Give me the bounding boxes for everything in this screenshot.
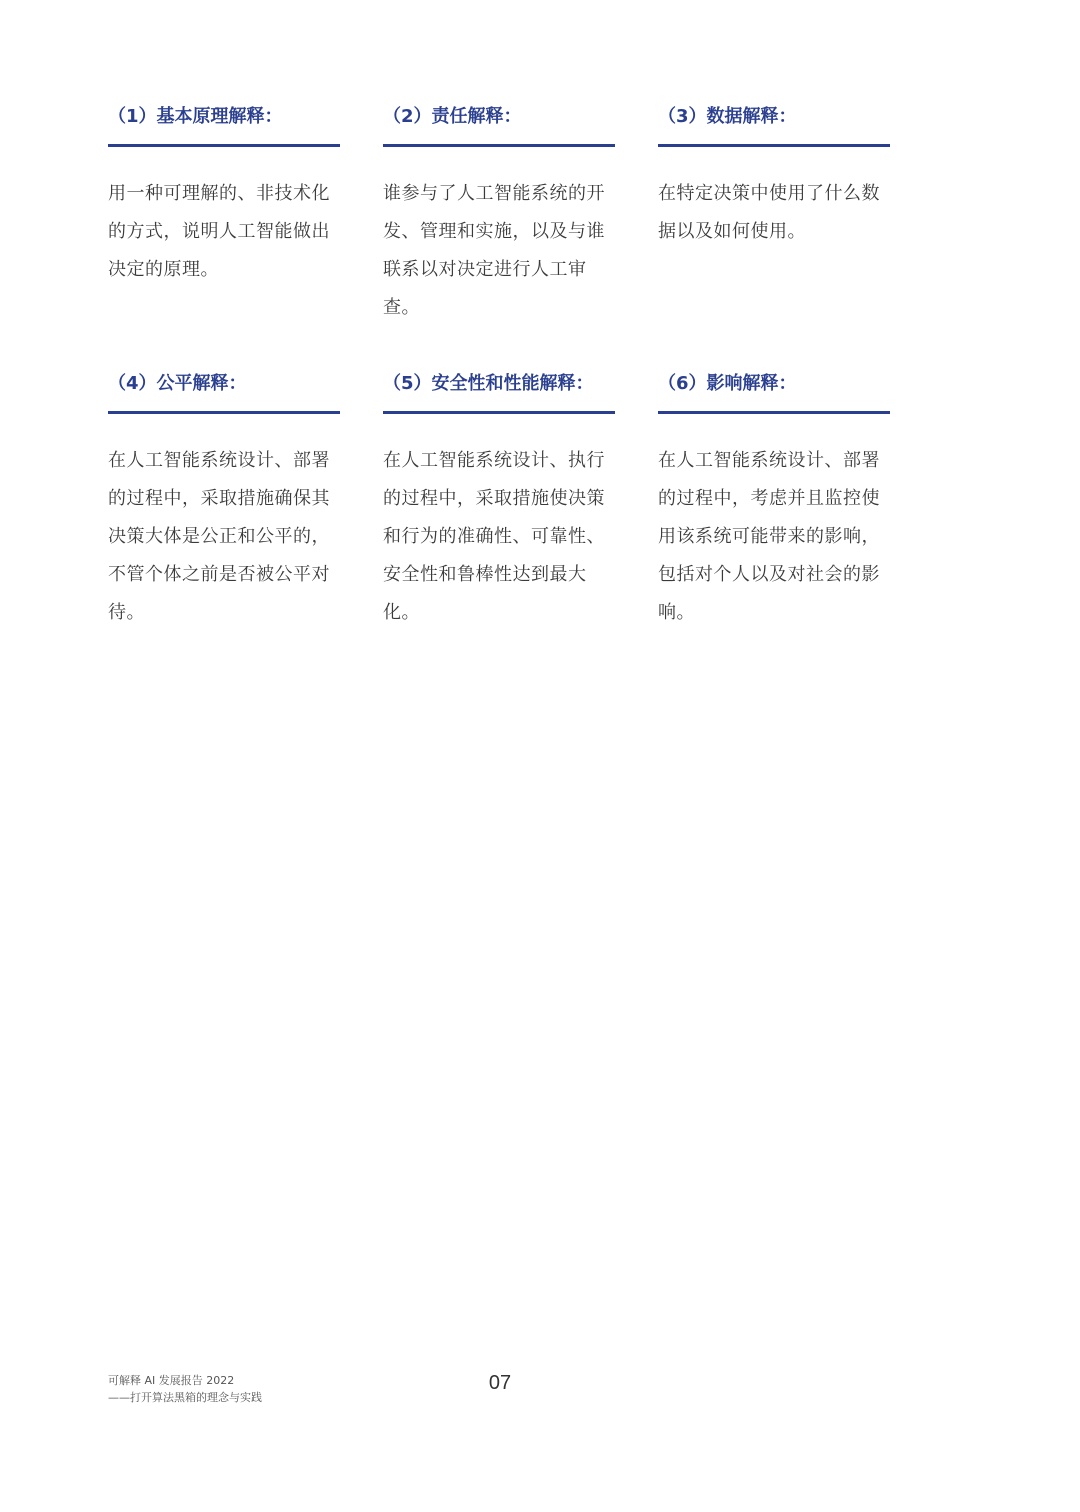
- title-underline: [108, 144, 340, 147]
- explanation-card-impact: [658, 367, 890, 634]
- explanation-card-data: [658, 100, 890, 367]
- card-title: （1）基本原理解释：: [108, 106, 283, 127]
- explanation-row-1: [108, 100, 908, 367]
- title-underline: [658, 144, 890, 147]
- card-body: 用一种可理解的、非技术化的方式，说明人工智能做出决定的原理。: [108, 183, 330, 280]
- title-underline: [383, 411, 615, 414]
- explanation-card-safety-performance: [383, 367, 615, 634]
- footer-report-info: [108, 1372, 262, 1406]
- explanation-card-responsibility: [383, 100, 615, 367]
- explanation-grid: [108, 100, 908, 634]
- card-body: 在人工智能系统设计、执行的过程中，采取措施使决策和行为的准确性、可靠性、安全性和鲁棒性达到最大化。: [383, 450, 605, 623]
- title-underline: [383, 144, 615, 147]
- explanation-row-2: [108, 367, 908, 634]
- title-underline: [658, 411, 890, 414]
- card-title: （2）责任解释：: [383, 106, 522, 127]
- card-title: （3）数据解释：: [658, 106, 797, 127]
- footer-report-title: 可解释 AI 发展报告 2022: [108, 1374, 235, 1387]
- card-body: 在特定决策中使用了什么数据以及如何使用。: [658, 183, 880, 242]
- card-title: （6）影响解释：: [658, 373, 797, 394]
- explanation-card-fairness: [108, 367, 340, 634]
- card-body: 在人工智能系统设计、部署的过程中，考虑并且监控使用该系统可能带来的影响，包括对个人以及对社会的影响。: [658, 450, 880, 623]
- card-title: （5）安全性和性能解释：: [383, 373, 594, 394]
- explanation-card-basic-principle: [108, 100, 340, 367]
- footer-report-subtitle: ——打开算法黑箱的理念与实践: [108, 1391, 262, 1404]
- card-body: 谁参与了人工智能系统的开发、管理和实施，以及与谁联系以对决定进行人工审查。: [383, 183, 605, 318]
- card-title: （4）公平解释：: [108, 373, 247, 394]
- page-number: 07: [488, 1372, 512, 1394]
- card-body: 在人工智能系统设计、部署的过程中，采取措施确保其决策大体是公正和公平的，不管个体之前是否被公平对待。: [108, 450, 330, 623]
- title-underline: [108, 411, 340, 414]
